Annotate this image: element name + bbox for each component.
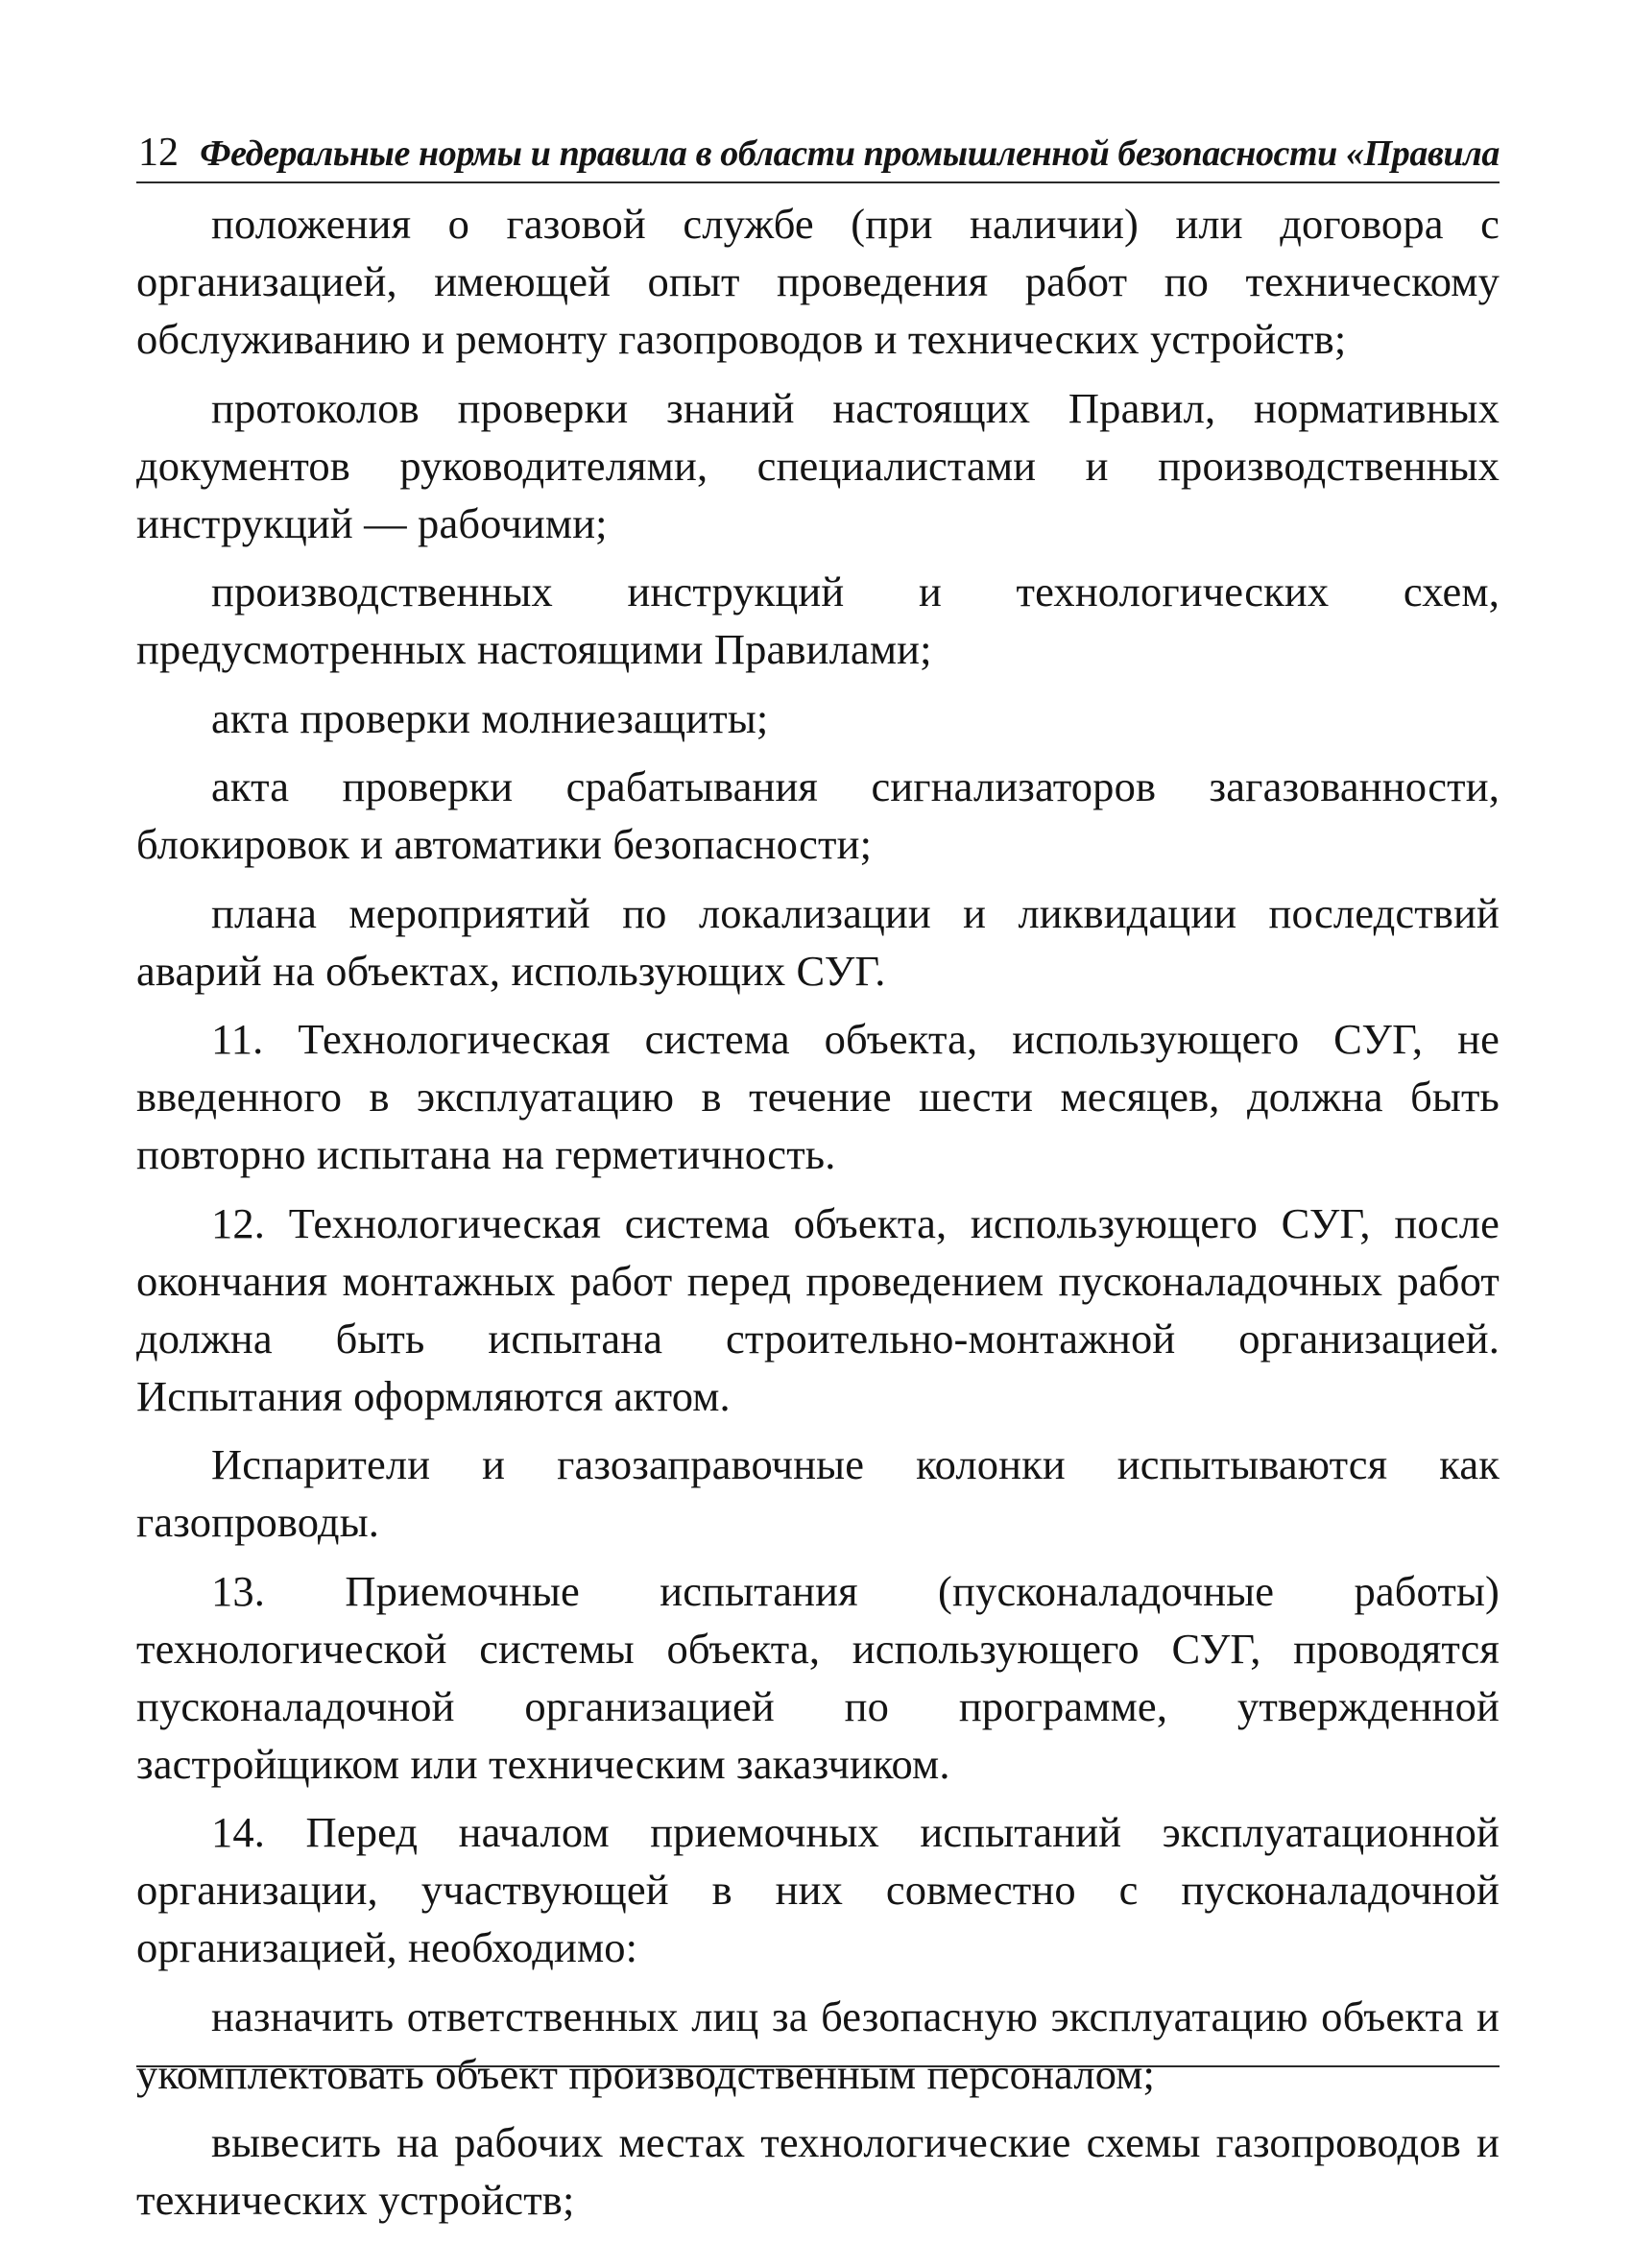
page-body [136, 195, 1500, 2229]
paragraph-item-13: 13. Приемочные испытания (пусконаладочные работы) технологической системы объекта, использующего СУГ, проводятся пусконаладочной организацией по программе, утвержденной застройщиком или техническим заказчиком. [136, 1566, 1500, 1788]
bottom-divider [136, 2065, 1500, 2067]
book-page [136, 120, 1500, 2224]
paragraph-item-11: 11. Технологическая система объекта, использующего СУГ, не введенного в эксплуатацию в течение шести месяцев, должна быть повторно испытана на герметичность. [136, 1015, 1500, 1178]
paragraph-evaporators: Испарители и газозаправочные колонки испытываются как газопроводы. [136, 1440, 1500, 1546]
paragraph-production-instructions: производственных инструкций и технологических схем, предусмотренных настоящими Правилами; [136, 567, 1500, 673]
running-header [136, 120, 1500, 183]
paragraph-post-schemes: вывесить на рабочих местах технологические схемы газопроводов и технических устройств; [136, 2118, 1500, 2224]
page-number: 12 [138, 131, 179, 175]
paragraph-item-12: 12. Технологическая система объекта, использующего СУГ, после окончания монтажных работ перед проведением пусконаладочных работ должна быть испытана строительно-монтажной организацией. Испытания оформляются актом. [136, 1198, 1500, 1420]
paragraph-lightning-protection-act: акта проверки молниезащиты; [211, 693, 769, 742]
paragraph-accident-plan: плана мероприятий по локализации и ликвидации последствий аварий на объектах, использующих СУГ. [136, 888, 1500, 995]
paragraph-item-14: 14. Перед началом приемочных испытаний эксплуатационной организации, участвующей в них совместно с пусконаладочной организацией, необходимо: [136, 1808, 1500, 1971]
paragraph-gas-detector-act: акта проверки срабатывания сигнализаторов загазованности, блокировок и автоматики безопасности; [136, 762, 1500, 868]
paragraph-assign-responsible: назначить ответственных лиц за безопасную эксплуатацию объекта и укомплектовать объект производственным персоналом; [136, 1991, 1500, 2098]
paragraph-knowledge-test-protocols: протоколов проверки знаний настоящих Правил, нормативных документов руководителями, специалистами и производственных инструкций — рабочими; [136, 383, 1500, 547]
paragraph-gas-service-provision: положения о газовой службе (при наличии) или договора с организацией, имеющей опыт проведения работ по техническому обслуживанию и ремонту газопроводов и технических устройств; [136, 200, 1500, 363]
running-header-title: Федеральные нормы и правила в области промышленной безопасности «Правила [200, 133, 1500, 174]
